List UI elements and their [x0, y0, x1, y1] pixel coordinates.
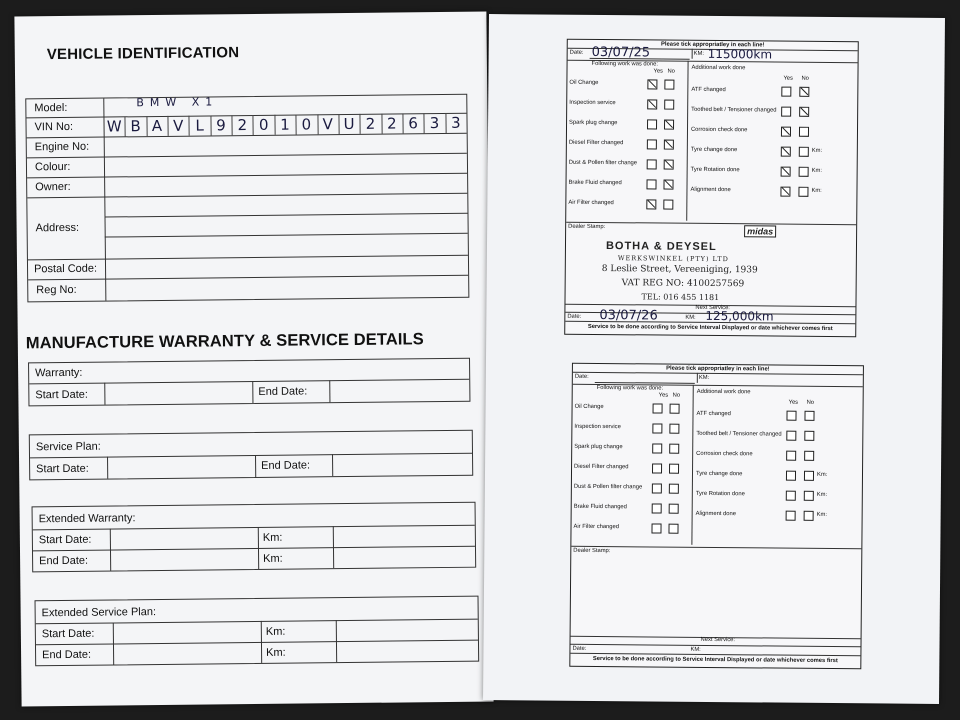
additional-work-label: Additional work done [691, 64, 746, 72]
yes-label: Yes [783, 75, 793, 82]
no-checkbox[interactable] [804, 471, 814, 481]
yes-checkbox[interactable] [647, 139, 657, 149]
address-label: Address: [35, 221, 80, 235]
stamp-name: BOTHA & DEYSEL [605, 240, 717, 254]
no-checkbox[interactable] [669, 484, 679, 494]
vin-char: 0 [258, 115, 269, 134]
no-checkbox[interactable] [799, 87, 809, 97]
work-item-label: Dust & Pollen filter change [573, 483, 643, 491]
additional-item-label: ATF changed [696, 410, 731, 418]
yes-checkbox[interactable] [646, 179, 656, 189]
additional-item-label: Alignment done [695, 510, 736, 518]
stamp-vat: VAT REG NO: 4100257569 [621, 278, 745, 290]
yes-checkbox[interactable] [653, 403, 663, 413]
km-label: Km: [811, 167, 822, 174]
owner-label: Owner: [35, 180, 71, 194]
yes-checkbox[interactable] [647, 159, 657, 169]
yes-checkbox[interactable] [780, 187, 790, 197]
extended-service-end-label: End Date: [42, 648, 92, 662]
no-checkbox[interactable] [798, 187, 808, 197]
service-plan-end-label: End Date: [261, 459, 311, 472]
additional-item-label: Tyre Rotation done [690, 166, 740, 174]
service-card-1 [564, 39, 859, 338]
warranty-label: Warranty: [35, 366, 83, 380]
yes-checkbox[interactable] [781, 107, 791, 117]
yes-checkbox[interactable] [786, 451, 796, 461]
extended-warranty-km-label: Km: [262, 531, 283, 544]
card-header: Please tick appropriatley in each line! [660, 41, 765, 49]
additional-item-label: Toothed belt / Tensioner changed [696, 430, 782, 438]
left-page [14, 12, 493, 707]
extended-warranty-label: Extended Warranty: [38, 512, 136, 526]
no-checkbox[interactable] [664, 140, 674, 150]
work-item-label: Diesel Filter changed [574, 463, 629, 471]
km-label: KM: [685, 314, 696, 321]
next-service-km-value[interactable]: 125,000km [705, 308, 774, 324]
km-label: Km: [811, 147, 823, 154]
vin-char: 2 [237, 116, 248, 135]
engine-label: Engine No: [34, 140, 90, 154]
no-checkbox[interactable] [664, 80, 674, 90]
work-item-label: Diesel Filter changed [568, 139, 624, 147]
brand-badge: midas [744, 225, 776, 237]
extended-warranty-end-label: End Date: [39, 554, 89, 568]
stamp-subtitle: WERKSWINKEL (PTY) LTD [617, 254, 729, 264]
vin-char: V [322, 115, 333, 134]
footer-note: Service to be done according to Service Interval Displayed or date whichever comes first [587, 323, 833, 333]
km-label: Km: [816, 491, 828, 498]
work-item-label: Brake Fluid changed [568, 179, 622, 187]
work-item-label: Brake Fluid changed [573, 503, 627, 511]
yes-checkbox[interactable] [781, 147, 791, 157]
additional-item-label: Tyre Rotation done [695, 490, 745, 498]
line [697, 373, 698, 383]
work-item-label: Air Filter changed [573, 523, 619, 531]
km-label: Km: [811, 187, 822, 194]
km-label: Km: [816, 511, 827, 518]
yes-label: Yes [658, 392, 669, 399]
no-label: No [667, 68, 675, 75]
work-item-label: Inspection service [574, 423, 621, 431]
vin-char: 3 [429, 114, 440, 133]
vin-char: 1 [280, 115, 290, 134]
warranty-title: MANUFACTURE WARRANTY & SERVICE DETAILS [25, 330, 424, 353]
service-card-2 [569, 363, 864, 670]
vin-value[interactable] [103, 113, 466, 137]
no-checkbox[interactable] [804, 511, 814, 521]
no-checkbox[interactable] [799, 147, 809, 157]
dealer-stamp-label: Dealer Stamp: [573, 547, 611, 555]
additional-work-label: Additional work done [696, 388, 751, 396]
no-checkbox[interactable] [804, 411, 814, 421]
service-plan-start-label: Start Date: [36, 462, 89, 476]
yes-checkbox[interactable] [652, 423, 662, 433]
vin-char: B [130, 117, 141, 136]
work-item-label: Oil Change [574, 403, 604, 411]
no-checkbox[interactable] [799, 167, 809, 177]
line [571, 546, 861, 550]
km-label: KM: [690, 646, 701, 653]
work-item-label: Inspection service [569, 99, 616, 107]
line [686, 61, 688, 221]
yes-checkbox[interactable] [647, 99, 657, 109]
km-label: KM: [698, 374, 710, 381]
work-item-label: Spark plug change [569, 119, 618, 127]
date-label: Date: [567, 313, 582, 320]
additional-item-label: Toothed belt / Tensioner changed [691, 106, 777, 114]
line [571, 644, 861, 648]
yes-checkbox[interactable] [786, 511, 796, 521]
footer-note: Service to be done according to Service Interval Displayed or date whichever comes first [592, 655, 838, 665]
yes-checkbox[interactable] [652, 483, 662, 493]
following-work-label: Following work was done: [596, 384, 664, 392]
date-label: Date: [572, 645, 587, 652]
yes-checkbox[interactable] [652, 443, 662, 453]
stamp-tel: TEL: 016 455 1181 [641, 292, 720, 303]
line [692, 49, 693, 59]
dealer-stamp-label: Dealer Stamp: [568, 223, 606, 231]
line [566, 222, 856, 226]
date-label: Date: [574, 373, 589, 380]
extended-warranty-start-label: Start Date: [38, 533, 92, 547]
service-plan-block [29, 430, 473, 481]
model-label: Model: [34, 101, 68, 115]
yes-checkbox[interactable] [781, 167, 791, 177]
yes-checkbox[interactable] [786, 411, 796, 421]
no-checkbox[interactable] [669, 444, 679, 454]
reg-no-label: Reg No: [36, 283, 77, 297]
no-checkbox[interactable] [804, 451, 814, 461]
additional-item-label: Corrosion check done [696, 450, 753, 458]
vin-char: 9 [216, 116, 226, 135]
warranty-end-label: End Date: [258, 385, 308, 398]
vin-char: A [151, 116, 163, 136]
next-service-date-value[interactable]: 03/07/26 [599, 307, 658, 324]
extended-service-start-label: Start Date: [41, 627, 95, 641]
next-service-label: Next Service: [695, 304, 730, 312]
additional-item-label: ATF changed [691, 86, 726, 94]
vin-char: V [173, 116, 184, 135]
extended-service-km2-label: Km: [266, 646, 286, 659]
yes-checkbox[interactable] [781, 87, 791, 97]
no-checkbox[interactable] [668, 524, 678, 534]
no-checkbox[interactable] [669, 504, 679, 514]
right-page [483, 14, 945, 704]
yes-checkbox[interactable] [652, 503, 662, 513]
warranty-start-label: Start Date: [35, 388, 89, 402]
line [691, 385, 693, 545]
vin-char: 0 [301, 115, 312, 134]
service-plan-label: Service Plan: [35, 440, 101, 454]
yes-label: Yes [653, 68, 664, 75]
no-label: No [672, 392, 681, 399]
work-item-label: Oil Change [569, 79, 599, 86]
yes-checkbox[interactable] [786, 431, 796, 441]
km-label: Km: [816, 471, 828, 478]
work-item-label: Spark plug change [574, 443, 623, 451]
next-service-label: Next Service: [700, 636, 736, 644]
additional-item-label: Tyre change done [690, 146, 738, 154]
no-checkbox[interactable] [664, 100, 674, 110]
stamp-address: 8 Leslie Street, Vereeniging, 1939 [601, 264, 758, 276]
vin-char: 3 [450, 113, 461, 132]
no-checkbox[interactable] [670, 404, 680, 414]
service-date-value[interactable]: 03/07/25 [591, 44, 651, 61]
additional-item-label: Alignment done [690, 186, 731, 194]
no-checkbox[interactable] [669, 424, 679, 434]
extended-service-block [35, 596, 480, 667]
yes-checkbox[interactable] [781, 127, 791, 137]
no-checkbox[interactable] [663, 200, 673, 210]
no-label: No [801, 75, 809, 82]
no-checkbox[interactable] [799, 107, 809, 117]
vin-char: 2 [386, 114, 397, 133]
additional-item-label: Tyre change done [695, 470, 743, 478]
no-checkbox[interactable] [804, 431, 814, 441]
no-checkbox[interactable] [804, 491, 814, 501]
no-checkbox[interactable] [799, 127, 809, 137]
yes-checkbox[interactable] [786, 491, 796, 501]
yes-label: Yes [788, 399, 799, 406]
km-label: KM: [693, 50, 705, 57]
yes-checkbox[interactable] [652, 463, 662, 473]
warranty-block [28, 358, 470, 407]
work-item-label: Air Filter changed [568, 199, 614, 207]
date-label: Date: [569, 49, 584, 56]
no-checkbox[interactable] [669, 464, 679, 474]
yes-checkbox[interactable] [647, 119, 657, 129]
no-checkbox[interactable] [664, 160, 674, 170]
following-work-label: Following work was done: [591, 60, 658, 68]
card-header: Please tick appropriatley in each line! [666, 365, 770, 373]
vin-char: L [195, 116, 204, 135]
extended-warranty-km2-label: Km: [263, 552, 283, 565]
no-label: No [806, 399, 815, 406]
vin-char: 6 [408, 114, 419, 133]
colour-label: Colour: [34, 160, 71, 174]
vehicle-identification-title: VEHICLE IDENTIFICATION [46, 44, 240, 64]
no-checkbox[interactable] [663, 180, 673, 190]
vin-char: 2 [365, 114, 376, 133]
yes-checkbox[interactable] [651, 523, 661, 533]
extended-service-km-label: Km: [265, 625, 286, 638]
yes-checkbox[interactable] [646, 199, 656, 209]
model-value[interactable]: BMW X1 [136, 95, 219, 110]
additional-item-label: Corrosion check done [690, 126, 748, 134]
extended-warranty-block [32, 502, 477, 573]
vin-char: W [106, 117, 122, 136]
work-item-label: Dust & Pollen filter change [568, 159, 638, 167]
service-km-value[interactable]: 115000km [707, 46, 773, 62]
vin-label: VIN No: [34, 120, 74, 134]
vehicle-id-table [25, 94, 469, 303]
vin-char: U [343, 114, 355, 134]
postal-code-label: Postal Code: [33, 262, 98, 276]
no-checkbox[interactable] [664, 120, 674, 130]
extended-service-label: Extended Service Plan: [41, 606, 157, 620]
yes-checkbox[interactable] [647, 79, 657, 89]
yes-checkbox[interactable] [786, 471, 796, 481]
